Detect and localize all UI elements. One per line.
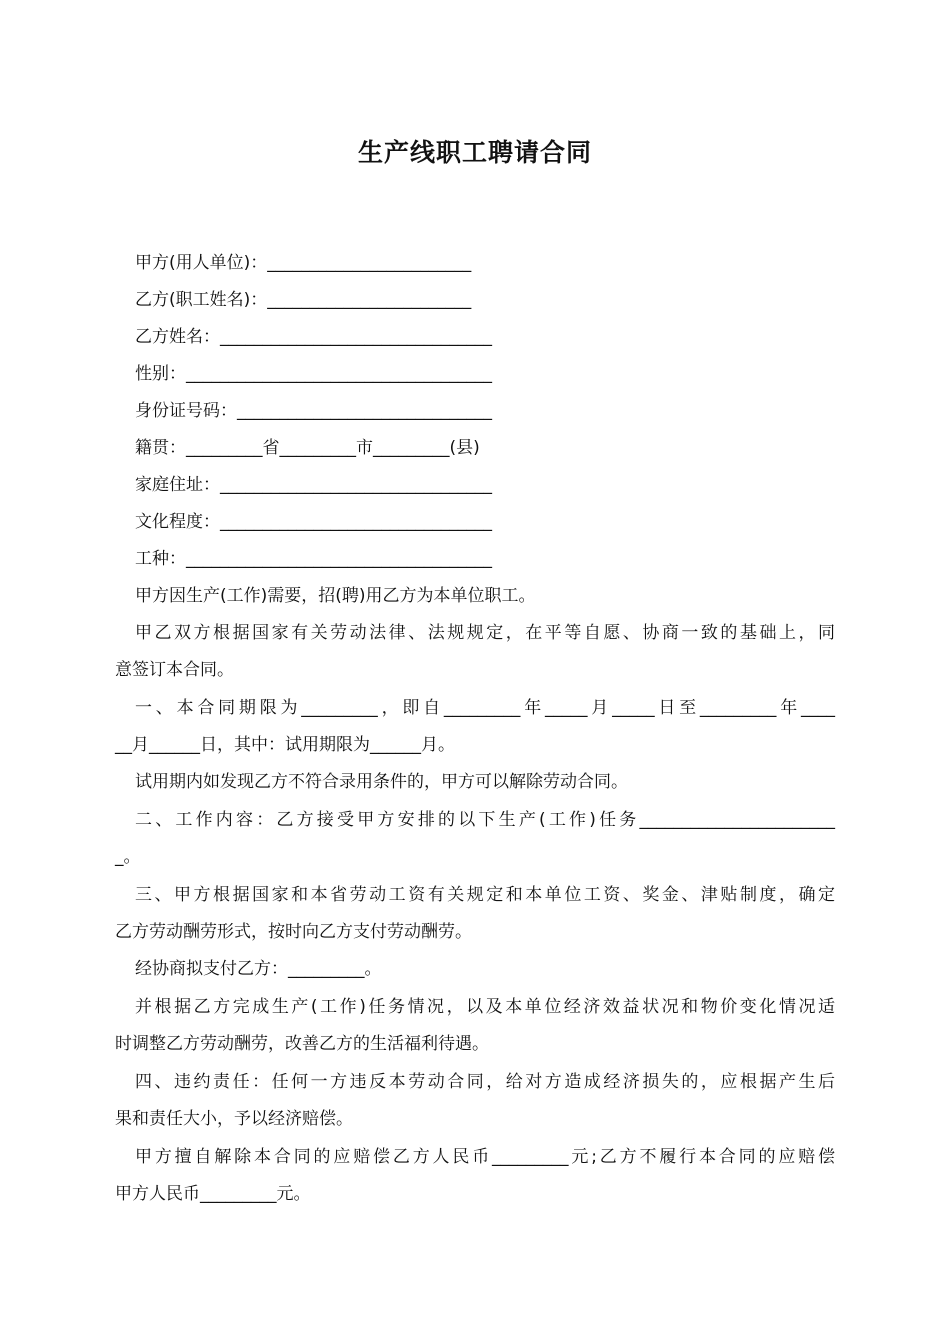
id-number-line: 身份证号码：______________________________ bbox=[135, 401, 492, 421]
paragraph-agreement: 甲乙双方根据国家有关劳动法律、法规规定，在平等自愿、协商一致的基础上，同 bbox=[135, 623, 835, 643]
clause-work-content-cont: _。 bbox=[115, 847, 141, 867]
compensation-paragraph-cont: 甲方人民币_________元。 bbox=[115, 1184, 311, 1204]
probation-paragraph: 试用期内如发现乙方不符合录用条件的，甲方可以解除劳动合同。 bbox=[135, 772, 628, 792]
native-place-line: 籍贯：_________省_________市_________(县) bbox=[135, 438, 480, 458]
clause-liability: 四、违约责任：任何一方违反本劳动合同，给对方造成经济损失的，应根据产生后 bbox=[135, 1072, 835, 1092]
document-title: 生产线职工聘请合同 bbox=[357, 138, 592, 167]
name-line: 乙方姓名：________________________________ bbox=[135, 327, 492, 347]
clause-pay: 三、甲方根据国家和本省劳动工资有关规定和本单位工资、奖金、津贴制度，确定 bbox=[135, 885, 835, 905]
pay-adjust-paragraph-cont: 时调整乙方劳动酬劳，改善乙方的生活福利待遇。 bbox=[115, 1034, 489, 1054]
paragraph-agreement-cont: 意签订本合同。 bbox=[115, 660, 234, 680]
clause-pay-cont: 乙方劳动酬劳形式，按时向乙方支付劳动酬劳。 bbox=[115, 922, 472, 942]
job-type-line: 工种：____________________________________ bbox=[135, 549, 492, 569]
compensation-paragraph: 甲方擅自解除本合同的应赔偿乙方人民币_________元;乙方不履行本合同的应赔偿 bbox=[135, 1147, 835, 1167]
gender-line: 性别：____________________________________ bbox=[135, 364, 492, 384]
clause-work-content: 二、工作内容：乙方接受甲方安排的以下生产(工作)任务_______________________ bbox=[135, 810, 835, 830]
party-b-line: 乙方(职工姓名)：________________________ bbox=[135, 290, 472, 310]
home-address-line: 家庭住址：________________________________ bbox=[135, 475, 492, 495]
clause-term-cont: __月______日，其中：试用期限为______月。 bbox=[115, 735, 455, 755]
paragraph-hire: 甲方因生产(工作)需要，招(聘)用乙方为本单位职工。 bbox=[135, 586, 536, 606]
pay-adjust-paragraph: 并根据乙方完成生产(工作)任务情况，以及本单位经济效益状况和物价变化情况适 bbox=[135, 997, 835, 1017]
agreed-pay-line: 经协商拟支付乙方：_________。 bbox=[135, 959, 382, 979]
education-line: 文化程度：________________________________ bbox=[135, 512, 492, 532]
clause-liability-cont: 果和责任大小，予以经济赔偿。 bbox=[115, 1109, 353, 1129]
clause-term: 一、本合同期限为_________，即自_________年_____月_____日至_________年____ bbox=[135, 698, 835, 718]
party-a-line: 甲方(用人单位)：________________________ bbox=[135, 253, 472, 273]
